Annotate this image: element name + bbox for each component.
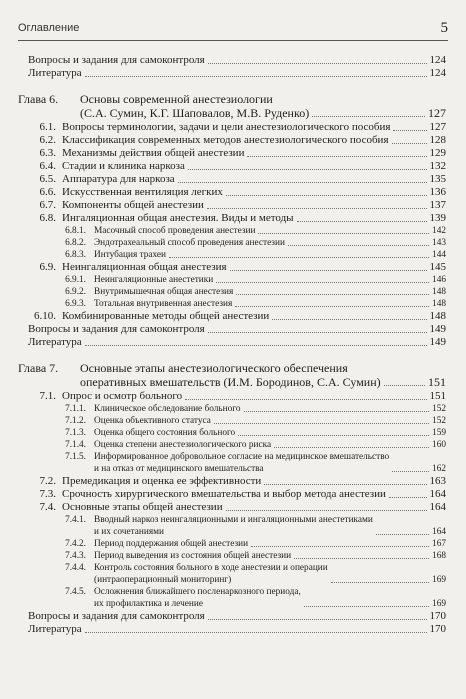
dot-leader <box>85 345 427 346</box>
toc-entry-title: Механизмы действия общей анестезии <box>62 147 245 159</box>
toc-entry-title: Эндотрахеальный способ проведения анестезии <box>94 238 285 248</box>
dot-leader <box>331 582 429 583</box>
toc-entry[interactable] <box>18 186 446 199</box>
toc-entry-page: 152 <box>432 404 446 414</box>
toc-entry-page: 151 <box>428 375 446 389</box>
dot-leader <box>235 306 429 307</box>
toc-entry[interactable] <box>18 237 446 249</box>
toc-entry[interactable] <box>18 586 446 610</box>
toc-entry-title-continued: и их сочетаниями <box>94 527 164 537</box>
dot-leader <box>226 510 427 511</box>
dot-leader <box>274 447 429 448</box>
toc-entry-number: 6.6. <box>39 186 56 198</box>
toc-entry[interactable] <box>18 336 446 349</box>
toc-entry-number: 6.9.3. <box>65 299 86 309</box>
toc-entry-title: Масочный способ проведения анестезии <box>94 226 256 236</box>
dot-leader <box>185 399 426 400</box>
toc-entry-page: 128 <box>429 134 446 146</box>
toc-entry-number: 7.4.5. <box>65 587 86 597</box>
toc-entry[interactable] <box>18 310 446 323</box>
toc-entry-title: Вводный наркоз неингаляционными и ингаляционными анестетиками <box>94 515 373 525</box>
toc-entry-title: Стадии и клиника наркоза <box>62 160 185 172</box>
toc-entry-title: Оценка объективного статуса <box>94 416 211 426</box>
toc-entry-number: 7.3. <box>39 488 56 500</box>
dot-leader <box>188 169 427 170</box>
toc-entry-title: Неингаляционная общая анестезия <box>62 261 227 273</box>
toc-entry-title: Ингаляционная общая анестезия. Виды и методы <box>62 212 294 224</box>
toc-entry-number: 6.10. <box>34 310 56 322</box>
toc-entry-page: 151 <box>429 390 446 402</box>
dot-leader <box>251 546 429 547</box>
toc-entry[interactable] <box>18 451 446 475</box>
toc-entry-number: 6.9.1. <box>65 275 86 285</box>
toc-entry-page: 164 <box>429 501 446 513</box>
toc-entry-page: 160 <box>432 440 446 450</box>
dot-leader <box>169 257 429 258</box>
toc-entry-number: 6.1. <box>39 121 56 133</box>
dot-leader <box>272 319 426 320</box>
toc-entry-page: 129 <box>429 147 446 159</box>
dot-leader <box>244 411 430 412</box>
dot-leader <box>230 270 427 271</box>
toc-entry-page: 124 <box>429 67 446 79</box>
toc-entry-number: 7.1.1. <box>65 404 86 414</box>
toc-entry-number: 6.2. <box>39 134 56 146</box>
toc-entry-number: Глава 6. <box>18 92 59 106</box>
toc-entry[interactable] <box>18 562 446 586</box>
toc-entry-page: 144 <box>432 250 446 260</box>
toc-entry[interactable] <box>18 623 446 636</box>
toc-entry-page: 149 <box>429 336 446 348</box>
toc-entry-page: 142 <box>432 226 446 236</box>
toc-entry-title: Искусственная вентиляция легких <box>62 186 223 198</box>
toc-entry-number: 6.9.2. <box>65 287 86 297</box>
dot-leader <box>288 245 429 246</box>
toc-entry[interactable] <box>18 298 446 310</box>
toc-entry-page: 143 <box>432 238 446 248</box>
toc-entry[interactable] <box>18 610 446 623</box>
toc-entry-page: 127 <box>429 121 446 133</box>
dot-leader <box>208 332 427 333</box>
toc-entry-title: Вопросы и задания для самоконтроля <box>28 54 205 66</box>
toc-entry-page: 152 <box>432 416 446 426</box>
toc-entry-title: Опрос и осмотр больного <box>62 390 183 402</box>
dot-leader <box>392 471 429 472</box>
toc-entry-number: 6.8. <box>39 212 56 224</box>
dot-leader <box>392 143 427 144</box>
toc-entry-title: Литература <box>28 67 82 79</box>
toc-entry-title: Внутримышечная общая анестезия <box>94 287 234 297</box>
toc-entry-page: 164 <box>432 527 446 537</box>
dot-leader <box>247 156 426 157</box>
toc-entry-number: 7.1.4. <box>65 440 86 450</box>
page-header <box>18 14 448 41</box>
toc-entry[interactable] <box>18 225 446 237</box>
toc-entry-number: 6.7. <box>39 199 56 211</box>
toc-entry-page: 145 <box>429 261 446 273</box>
dot-leader <box>376 534 429 535</box>
toc-entry[interactable] <box>18 134 446 147</box>
dot-leader <box>236 294 429 295</box>
dot-leader <box>294 558 429 559</box>
toc-entry-page: 170 <box>429 610 446 622</box>
toc-entry-title: Неингаляционные анестетики <box>94 275 214 285</box>
toc-entry-title: Срочность хирургического вмешательства и выбор метода анестезии <box>62 488 386 500</box>
toc-entry-page: 159 <box>432 428 446 438</box>
toc-entry-number: 7.1. <box>39 390 56 402</box>
chapter-gap <box>18 80 446 92</box>
toc-entry[interactable] <box>18 514 446 538</box>
toc-entry-number: 7.4.3. <box>65 551 86 561</box>
toc-entry[interactable] <box>18 67 446 80</box>
toc-entry-title-continued: (интраоперационный мониторинг) <box>94 575 232 585</box>
toc-entry-title: Период выведения из состояния общей анестезии <box>94 551 292 561</box>
toc-entry-title: Основные этапы анестезиологического обеспечения <box>80 361 348 375</box>
toc-entry-number: 6.4. <box>39 160 56 172</box>
toc-entry-title-continued: (С.А. Сумин, К.Г. Шаповалов, М.В. Руденко) <box>80 106 310 120</box>
toc-entry[interactable] <box>18 538 446 550</box>
running-title: Оглавление <box>18 22 80 34</box>
toc-entry[interactable] <box>18 475 446 488</box>
toc-entry-title: Литература <box>28 623 82 635</box>
toc-entry-title: Аппаратура для наркоза <box>62 173 175 185</box>
toc-entry-title-continued: оперативных вмешательств (И.М. Бородинов, С.А. Сумин) <box>80 375 381 389</box>
toc-entry-title: Период поддержания общей анестезии <box>94 539 249 549</box>
toc-entry[interactable] <box>18 173 446 186</box>
toc-entry-title: Классификация современных методов анестезиологического пособия <box>62 134 389 146</box>
toc-entry[interactable] <box>18 501 446 514</box>
toc-entry-page: 169 <box>432 575 446 585</box>
dot-leader <box>297 221 427 222</box>
toc-entry-number: 6.8.3. <box>65 250 86 260</box>
toc-entry-title: Контроль состояния больного в ходе анестезии и операции <box>94 563 328 573</box>
chapter-gap <box>18 349 446 361</box>
dot-leader <box>393 130 426 131</box>
toc-entry[interactable] <box>18 199 446 212</box>
toc-entry-page: 170 <box>429 623 446 635</box>
toc-entry-page: 148 <box>429 310 446 322</box>
dot-leader <box>208 619 427 620</box>
toc-entry[interactable] <box>18 54 446 67</box>
toc-entry-page: 137 <box>429 199 446 211</box>
toc-entry[interactable] <box>18 415 446 427</box>
toc-entry-title: Информированное добровольное согласие на медицинское вмешательство <box>94 452 390 462</box>
toc-entry-title: Вопросы и задания для самоконтроля <box>28 610 205 622</box>
toc-entry-title: Основы современной анестезиологии <box>80 92 273 106</box>
toc-entry-title: Тотальная внутривенная анестезия <box>94 299 233 309</box>
toc-entry[interactable] <box>18 427 446 439</box>
dot-leader <box>178 182 427 183</box>
toc-entry-page: 124 <box>429 54 446 66</box>
toc-entry-page: 148 <box>432 287 446 297</box>
toc-entry-title: Клиническое обследование больного <box>94 404 241 414</box>
dot-leader <box>85 632 427 633</box>
toc-entry-title: Вопросы терминологии, задачи и цели анестезиологического пособия <box>62 121 391 133</box>
toc-entry-page: 132 <box>429 160 446 172</box>
dot-leader <box>208 63 427 64</box>
toc-chapter[interactable] <box>18 92 446 120</box>
toc-entry[interactable] <box>18 286 446 298</box>
dot-leader <box>85 76 427 77</box>
dot-leader <box>312 116 425 117</box>
toc-entry-page: 146 <box>432 275 446 285</box>
toc-entry-title: Премедикация и оценка ее эффективности <box>62 475 262 487</box>
toc-entry-number: 7.4.1. <box>65 515 86 525</box>
toc-entry-title: Оценка общего состояния больного <box>94 428 236 438</box>
dot-leader <box>389 497 427 498</box>
toc-entry-number: 6.3. <box>39 147 56 159</box>
toc-entry-number: 7.1.5. <box>65 452 86 462</box>
toc-entry-number: 7.4.4. <box>65 563 86 573</box>
toc-entry-page: 168 <box>432 551 446 561</box>
toc-entry-page: 167 <box>432 539 446 549</box>
toc-entry-title: Основные этапы общей анестезии <box>62 501 223 513</box>
toc-entry-title: Интубация трахеи <box>94 250 167 260</box>
page-number: 5 <box>440 20 448 36</box>
toc-entry[interactable] <box>18 550 446 562</box>
toc-entry-page: 139 <box>429 212 446 224</box>
toc-entry-page: 149 <box>429 323 446 335</box>
dot-leader <box>226 195 427 196</box>
dot-leader <box>214 423 429 424</box>
toc-chapter[interactable] <box>18 361 446 389</box>
toc-entry-number: 6.8.1. <box>65 226 86 236</box>
toc-entry[interactable] <box>18 403 446 415</box>
table-of-contents <box>18 54 446 636</box>
toc-entry[interactable] <box>18 390 446 403</box>
toc-entry-number: 7.4.2. <box>65 539 86 549</box>
dot-leader <box>238 435 429 436</box>
toc-entry-number: Глава 7. <box>18 361 59 375</box>
dot-leader <box>207 208 427 209</box>
toc-entry[interactable] <box>18 160 446 173</box>
toc-entry-number: 6.5. <box>39 173 56 185</box>
toc-entry-number: 7.4. <box>39 501 56 513</box>
dot-leader <box>304 606 429 607</box>
toc-entry-page: 169 <box>432 599 446 609</box>
toc-entry-number: 7.2. <box>39 475 56 487</box>
toc-entry[interactable] <box>18 249 446 261</box>
toc-entry[interactable] <box>18 147 446 160</box>
toc-entry[interactable] <box>18 439 446 451</box>
toc-entry-page: 135 <box>429 173 446 185</box>
toc-entry-page: 127 <box>428 106 446 120</box>
toc-entry-title: Литература <box>28 336 82 348</box>
toc-entry-title-continued: и на отказ от медицинского вмешательства <box>94 464 264 474</box>
toc-entry-number: 7.1.3. <box>65 428 86 438</box>
toc-entry-title-continued: их профилактика и лечение <box>94 599 203 609</box>
toc-entry-page: 164 <box>429 488 446 500</box>
dot-leader <box>384 385 425 386</box>
toc-entry-number: 7.1.2. <box>65 416 86 426</box>
toc-entry[interactable] <box>18 261 446 274</box>
toc-entry-page: 163 <box>429 475 446 487</box>
dot-leader <box>258 233 429 234</box>
toc-entry[interactable] <box>18 121 446 134</box>
toc-entry-number: 6.9. <box>39 261 56 273</box>
toc-entry-title: Компоненты общей анестезии <box>62 199 204 211</box>
dot-leader <box>216 282 429 283</box>
toc-entry-title: Оценка степени анестезиологического риска <box>94 440 272 450</box>
toc-entry-title: Комбинированные методы общей анестезии <box>62 310 270 322</box>
toc-entry-number: 6.8.2. <box>65 238 86 248</box>
toc-entry[interactable] <box>18 323 446 336</box>
toc-entry[interactable] <box>18 488 446 501</box>
toc-entry[interactable] <box>18 274 446 286</box>
toc-entry-page: 148 <box>432 299 446 309</box>
toc-entry[interactable] <box>18 212 446 225</box>
dot-leader <box>264 484 426 485</box>
toc-entry-page: 136 <box>429 186 446 198</box>
toc-entry-page: 162 <box>432 464 446 474</box>
toc-entry-title: Вопросы и задания для самоконтроля <box>28 323 205 335</box>
toc-entry-title: Осложнения ближайшего посленаркозного периода, <box>94 587 301 597</box>
